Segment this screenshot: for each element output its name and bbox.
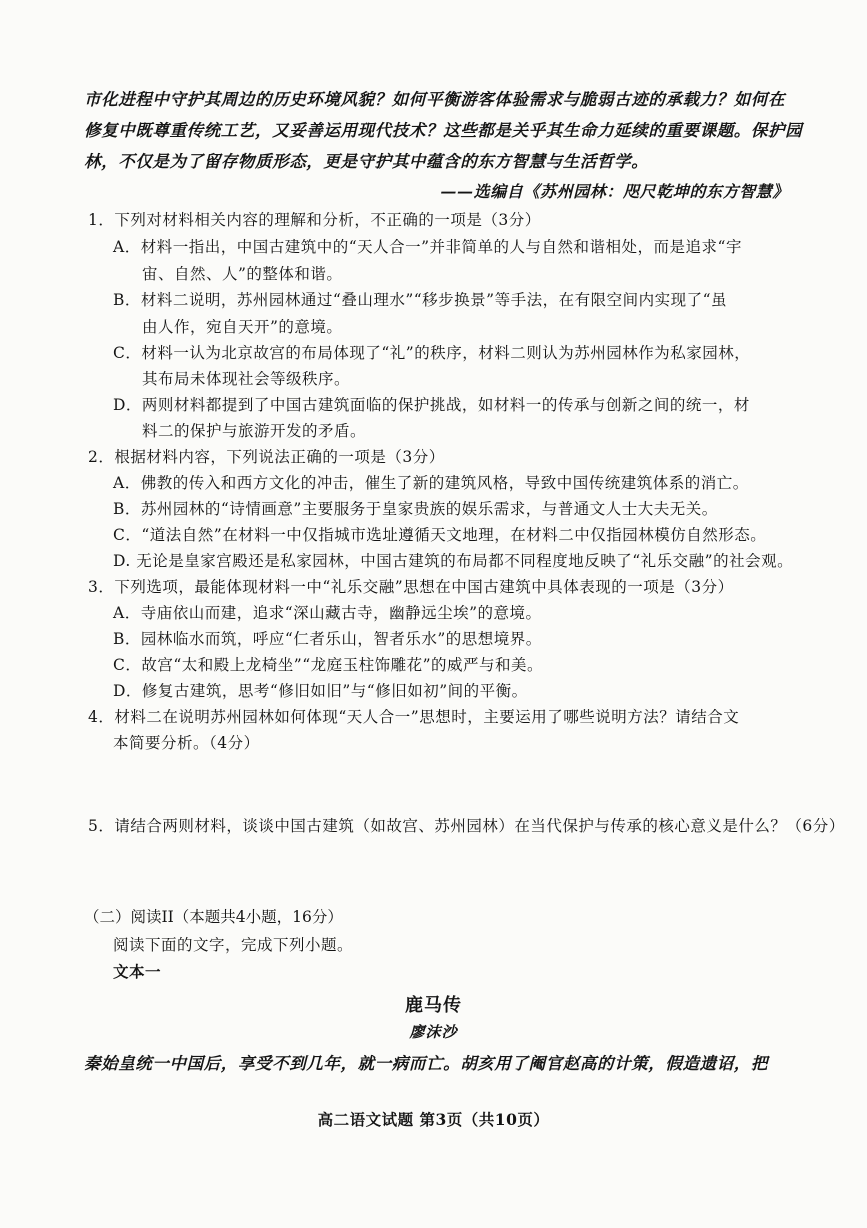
section-instruction: 阅读下面的文字，完成下列小题。 [113, 936, 354, 954]
passage-line: 修复中既尊重传统工艺，又妥善运用现代技术？这些都是关乎其生命力延续的重要课题。保护园 [84, 121, 803, 140]
passage-line: 市化进程中守护其周边的历史环境风貌？如何平衡游客体验需求与脆弱古迹的承载力？如何在 [84, 90, 786, 109]
passage-line: 林，不仅是为了留存物质形态，更是守护其中蕴含的东方智慧与生活哲学。 [84, 152, 649, 171]
q1-option-c-cont: 其布局未体现社会等级秩序。 [142, 370, 351, 388]
section-heading: （二）阅读II（本题共4小题，16分） [84, 908, 343, 926]
q1-option-d: D．两则材料都提到了中国古建筑面临的保护挑战，如材料一的传承与创新之间的统一，材 [113, 396, 750, 414]
question-1-stem: 1．下列对材料相关内容的理解和分析，不正确的一项是（3分） [88, 211, 541, 229]
q3-option-b: B．园林临水而筑，呼应“仁者乐山，智者乐水”的思想境界。 [113, 630, 542, 648]
q1-option-c: C．材料一认为北京故宫的布局体现了“礼”的秩序，材料二则认为苏州园林作为私家园林， [113, 344, 751, 362]
q1-option-d-cont: 料二的保护与旅游开发的矛盾。 [142, 422, 367, 440]
article-first-line: 秦始皇统一中国后，享受不到几年，就一病而亡。胡亥用了阉官赵高的计策，假造遗诏，把 [84, 1054, 768, 1073]
question-5-stem: 5．请结合两则材料，谈谈中国古建筑（如故宫、苏州园林）在当代保护与传承的核心意义是什么？（6分） [88, 817, 845, 835]
question-4-stem-cont: 本简要分析。（4分） [113, 734, 260, 752]
source-citation: ——选编自《苏州园林：咫尺乾坤的东方智慧》 [440, 182, 789, 201]
q3-option-a: A．寺庙依山而建，追求“深山藏古寺，幽静远尘埃”的意境。 [113, 604, 542, 622]
q1-option-b: B．材料二说明，苏州园林通过“叠山理水”“移步换景”等手法，在有限空间内实现了“虽 [113, 291, 728, 309]
page-footer: 高二语文试题 第3页（共10页） [317, 1110, 550, 1129]
q2-option-a: A．佛教的传入和西方文化的冲击，催生了新的建筑风格，导致中国传统建筑体系的消亡。 [113, 474, 749, 492]
q1-option-b-cont: 由人作，宛自天开”的意境。 [142, 318, 343, 336]
text-label: 文本一 [113, 962, 162, 981]
q2-option-c: C．“道法自然”在材料一中仅指城市选址遵循天文地理，在材料二中仅指园林模仿自然形态。 [113, 526, 767, 544]
q1-option-a-cont: 宙、自然、人”的整体和谐。 [142, 265, 343, 283]
q2-option-d: D. 无论是皇家宫殿还是私家园林，中国古建筑的布局都不同程度地反映了“礼乐交融”的社会观。 [113, 552, 794, 570]
question-4-stem: 4．材料二在说明苏州园林如何体现“天人合一”思想时，主要运用了哪些说明方法？请结合文 [88, 708, 740, 726]
article-author: 廖沫沙 [409, 1023, 458, 1041]
article-title: 鹿马传 [405, 995, 462, 1016]
q3-option-d: D．修复古建筑，思考“修旧如旧”与“修旧如初”间的平衡。 [113, 682, 528, 700]
question-3-stem: 3．下列选项，最能体现材料一中“礼乐交融”思想在中国古建筑中具体表现的一项是（3分） [88, 578, 734, 596]
q2-option-b: B．苏州园林的“诗情画意”主要服务于皇家贵族的娱乐需求，与普通文人士大夫无关。 [113, 500, 718, 518]
question-2-stem: 2．根据材料内容，下列说法正确的一项是（3分） [88, 448, 445, 466]
q1-option-a: A．材料一指出，中国古建筑中的“天人合一”并非简单的人与自然和谐相处，而是追求“宇 [113, 238, 742, 256]
q3-option-c: C．故宫“太和殿上龙椅坐”“龙庭玉柱饰雕花”的威严与和美。 [113, 656, 544, 674]
